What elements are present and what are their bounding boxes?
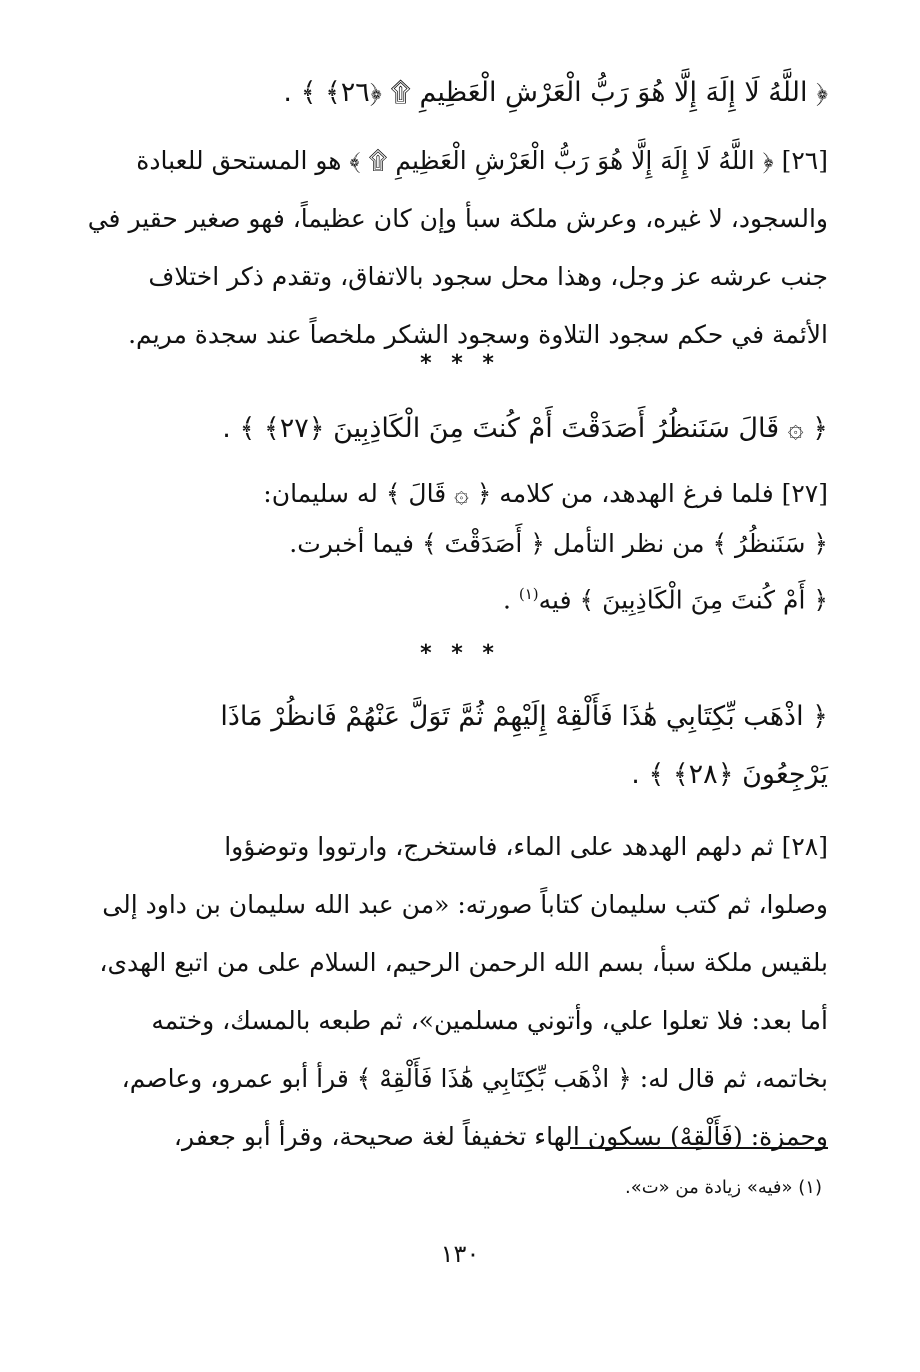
footnote-1: (١) «فيه» زيادة من «ت».: [625, 1177, 822, 1198]
footnote-divider: [570, 1147, 828, 1149]
commentary-27-line: [100, 569, 828, 625]
commentary-27-line-text: ﴿ أَمْ كُنتَ مِنَ الْكَاذِبِينَ ﴾ فيه: [538, 585, 828, 615]
commentary-28: [100, 818, 828, 1166]
section-separator: * * *: [420, 351, 500, 376]
commentary-28-line: وصلوا، ثم كتب سليمان كتاباً صورته: «من عبد الله سليمان بن داود إلى: [102, 890, 828, 919]
commentary-26-line: [٢٦] ﴿ اللَّهُ لَا إِلَهَ إِلَّا هُوَ رَبُّ الْعَرْشِ الْعَظِيمِ ۩ ﴾ هو المستحق للعبادة: [136, 146, 828, 175]
commentary-28-line: بلقيس ملكة سبأ، بسم الله الرحمن الرحيم، السلام على من اتبع الهدى،: [99, 948, 828, 977]
page-number: ١٣٠: [440, 1240, 480, 1268]
sentence-end: .: [502, 585, 519, 615]
commentary-28-line: أما بعد: فلا تعلوا علي، وأتوني مسلمين»، ثم طبعه بالمسك، وختمه: [151, 1006, 828, 1035]
verse-27: [100, 400, 828, 458]
commentary-27: [100, 469, 828, 625]
commentary-27-line: ﴿ سَنَنظُرُ ﴾ من نظر التأمل ﴿ أَصَدَقْتَ ﴾ فيما أخبرت.: [289, 529, 828, 558]
commentary-26-line: جنب عرشه عز وجل، وهذا محل سجود بالاتفاق، وتقدم ذكر اختلاف: [148, 262, 828, 291]
footnote-reference: (١): [518, 585, 539, 603]
verse-26-text: ﴿ اللَّهُ لَا إِلَهَ إِلَّا هُوَ رَبُّ الْعَرْشِ الْعَظِيمِ ۩ ﴿٢٦﴾ ﴾ .: [283, 77, 828, 108]
verse-28-line: ﴿ اذْهَب بِّكِتَابِي هَٰذَا فَأَلْقِهْ إِلَيْهِمْ ثُمَّ تَوَلَّ عَنْهُمْ فَانظُرْ مَاذَا: [220, 701, 828, 732]
section-separator: * * *: [420, 641, 500, 666]
commentary-28-line: وحمزة: (فَأَلْقِهْ) بسكون الهاء تخفيفاً لغة صحيحة، وقرأ أبو جعفر،: [173, 1122, 828, 1151]
commentary-28-line: بخاتمه، ثم قال له: ﴿ اذْهَب بِّكِتَابِي هَٰذَا فَأَلْقِهْ ﴾ قرأ أبو عمرو، وعاصم،: [121, 1064, 828, 1093]
commentary-28-line: [٢٨] ثم دلهم الهدهد على الماء، فاستخرج، وارتووا وتوضؤوا: [224, 832, 828, 861]
verse-27-text: ﴿ ۞ قَالَ سَنَنظُرُ أَصَدَقْتَ أَمْ كُنتَ مِنَ الْكَاذِبِينَ ﴿٢٧﴾ ﴾ .: [222, 413, 828, 444]
commentary-26: [87, 132, 828, 364]
verse-28-line: يَرْجِعُونَ ﴿٢٨﴾ ﴾ .: [631, 759, 828, 790]
commentary-26-line: الأئمة في حكم سجود التلاوة وسجود الشكر ملخصاً عند سجدة مريم.: [128, 320, 828, 349]
verse-28: [100, 688, 828, 804]
commentary-26-line: والسجود، لا غيره، وعرش ملكة سبأ وإن كان عظيماً، فهو صغير حقير في: [87, 204, 828, 233]
verse-26: [100, 64, 828, 122]
commentary-27-line: [٢٧] فلما فرغ الهدهد، من كلامه ﴿ ۞ قَالَ ﴾ له سليمان:: [263, 479, 828, 508]
